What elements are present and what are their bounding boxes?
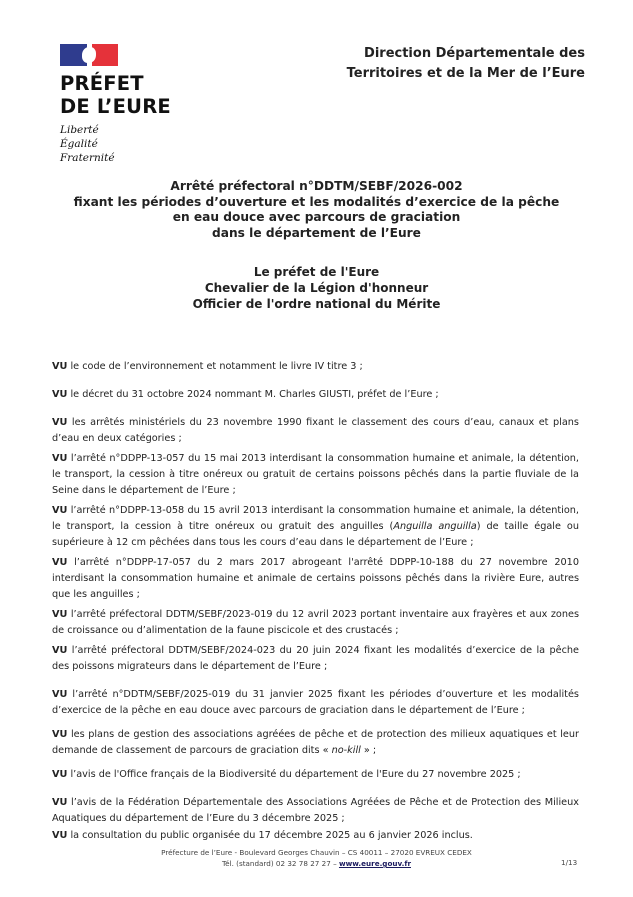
prefet-line-2: Chevalier de la Légion d'honneur [204,281,429,295]
prefecture-logo [60,44,171,165]
visa-text: l’avis de la Fédération Départementale des Associations Agréées de Pêche et de Protection des Milieux Aquatiques du département de l’Eure du 3 décembre 2025 ; [52,797,579,824]
visa-text-after: ) de taille égale ou supérieure à 12 cm pêchées dans tous les cours d’eau dans le département de l’Eure ; [52,521,579,548]
prefet-titles [0,264,633,312]
visa-keyword: VU [52,689,68,700]
title-line-4: dans le département de l’Eure [212,225,421,240]
footer-phone: Tél. (standard) 02 32 78 27 27 – [221,859,337,868]
visa-item [52,828,579,844]
visa-item [52,727,579,759]
visa-item [52,415,579,447]
visa-keyword: VU [52,453,68,464]
prefet-line-1: Le préfet de l'Eure [253,265,380,279]
visa-keyword: VU [52,361,68,372]
logo-title [60,72,171,118]
visa-keyword: VU [52,797,68,808]
footer-address: Préfecture de l’Eure - Boulevard Georges Chauvin – CS 40011 – 27020 EVREUX CEDEX [161,848,472,857]
visa-text: l’avis de l'Office français de la Biodiversité du département de l'Eure du 27 novembre 2025 ; [70,769,521,780]
visa-keyword: VU [52,505,68,516]
visa-text: l’arrêté préfectoral DDTM/SEBF/2023-019 du 12 avril 2023 portant inventaire aux frayères et aux zones de croissance ou d’alimentation de la faune piscicole et des crustacés ; [52,609,579,636]
visa-text: l’arrêté préfectoral DDTM/SEBF/2024-023 du 20 juin 2024 fixant les modalités d’exercice de la pêche des poissons migrateurs dans le département de l’Eure ; [52,645,579,672]
devise-liberte: Liberté [60,124,99,136]
direction-line-2: Territoires et de la Mer de l’Eure [346,66,585,81]
visa-text-after: » ; [360,745,377,756]
prefet-line-3: Officier de l'ordre national du Mérite [192,297,441,311]
visa-item [52,687,579,719]
page-number: 1/13 [561,858,578,867]
logo-line-2: DE L’EURE [60,95,171,118]
visa-text: le décret du 31 octobre 2024 nommant M. Charles GIUSTI, préfet de l’Eure ; [70,389,439,400]
visa-keyword: VU [52,830,68,841]
visa-text: le code de l’environnement et notamment le livre IV titre 3 ; [70,361,363,372]
visa-item [52,503,579,551]
direction-line-1: Direction Départementale des [364,46,585,61]
arrete-title [0,179,633,241]
title-line-3: en eau douce avec parcours de graciation [172,210,461,224]
visa-item [52,607,579,639]
footer-website-link[interactable]: www.eure.gouv.fr [338,859,411,868]
visa-item [52,643,579,675]
devise-egalite: Égalité [60,138,98,150]
direction-header [347,44,585,84]
visa-item [52,795,579,827]
visa-item [52,359,579,375]
visa-keyword: VU [52,557,68,568]
devise-fraternite: Fraternité [60,152,115,164]
visa-latin-name: Anguilla anguilla [393,521,477,532]
devise [60,123,171,165]
visa-item [52,767,579,783]
visa-text: l’arrêté n°DDPP-13-057 du 15 mai 2013 interdisant la consommation humaine et animale, la détention, le transport, la cession à titre onéreux ou gratuit de certains poissons pêchés dans la partie fluviale de la Seine dans le département de l’Eure ; [52,453,579,496]
visa-text: l’arrêté n°DDTM/SEBF/2025-019 du 31 janvier 2025 fixant les périodes d’ouverture et les modalités d’exercice de la pêche en eau douce avec parcours de graciation dans le département de l’Eure ; [52,689,579,716]
title-line-2: fixant les périodes d’ouverture et les modalités d’exercice de la pêche [73,194,560,209]
visa-item [52,555,579,603]
visa-no-kill: no-kill [331,745,361,756]
visa-keyword: VU [52,609,68,620]
visa-text: les arrêtés ministériels du 23 novembre 1990 fixant le classement des cours d’eau, canaux et plans d’eau en deux catégories ; [52,417,579,444]
visa-keyword: VU [52,389,68,400]
visa-text: l’arrêté n°DDPP-17-057 du 2 mars 2017 abrogeant l'arrêté DDPP-10-188 du 27 novembre 2010 interdisant la consommation humaine et animale de certains poissons pêchés dans la rivière Eure, autres que les anguilles ; [52,557,579,600]
visa-text-before: les plans de gestion des associations agréées de pêche et de protection des milieux aquatiques et leur demande de classement de parcours de graciation dits « [52,729,579,756]
visa-keyword: VU [52,417,68,428]
page-footer [0,847,633,869]
visa-text-before: l’arrêté n°DDPP-13-058 du 15 avril 2013 interdisant la consommation humaine et animale, la détention, le transport, la cession à titre onéreux ou gratuit des anguilles ( [52,505,579,532]
visa-keyword: VU [52,769,68,780]
title-line-1: Arrêté préfectoral n°DDTM/SEBF/2026-002 [170,179,463,193]
visa-keyword: VU [52,645,68,656]
logo-line-1: PRÉFET [60,72,144,95]
visa-keyword: VU [52,729,68,740]
visa-item [52,387,579,403]
marianne-flag-icon [60,44,118,66]
visa-item [52,451,579,499]
footer-contact [0,858,633,869]
visa-text: la consultation du public organisée du 17 décembre 2025 au 6 janvier 2026 inclus. [70,830,473,841]
